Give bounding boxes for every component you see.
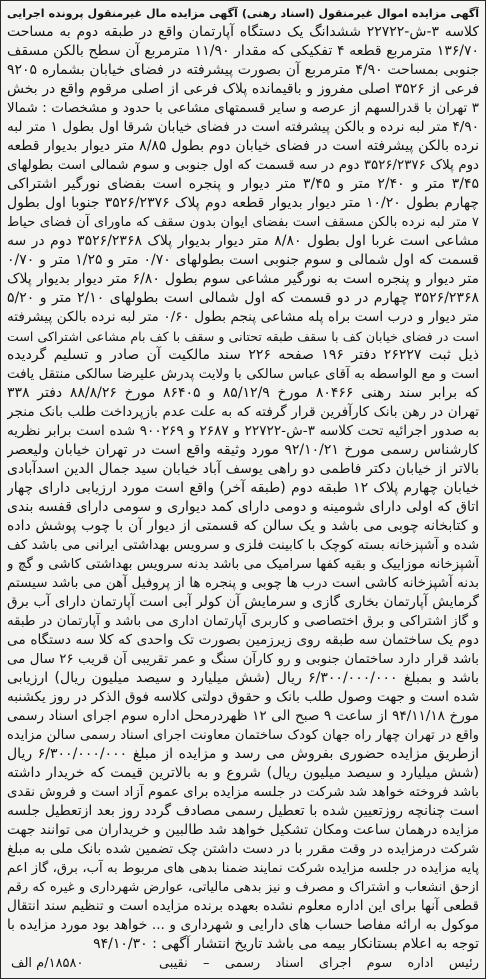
notice-line: جنوبی بمساحت ۴/۹۰ مترمربع آن بصورت پیشرفته در فضای خیابان بشماره ۹۲۰۵ bbox=[7, 62, 479, 78]
notice-line: دوم پلاک ۳۵۲۶/۲۳۷۶ دوم در سه قسمت که اول جنوبی و سوم شمالی است بطولهای bbox=[7, 158, 479, 173]
notice-line: آشپزخانه موزاییک و بقیه کفها سرامیک می باشد بدنه سرویس بهداشتی کاشی و گچ و bbox=[7, 557, 479, 572]
notice-line: ۳/۴۵ متر و ۲/۴۰ متر و ۳/۴۵ متر دیوار و پنجره است بفضای نورگیر اشتراکی bbox=[7, 176, 479, 192]
notice-line: که برابر سند رهنی ۸۰۴۶۶ مورخ ۸۵/۱۲/۹ و ۸۶۴۰۵ مورخ ۸۸/۸/۲۶ دفتر ۳۳۸ bbox=[7, 385, 479, 401]
notice-line: باشد و بمبلغ ۶/۳۰۰/۰۰۰/۰۰۰ ریال (شش میلیارد و سیصد میلیون ریال) ارزیابی bbox=[7, 670, 479, 686]
notice-line: و کتابخانه چوبی می باشد و یک سالن که قسمتی از دیوار آن با چوب پوشش داده bbox=[7, 518, 479, 534]
notice-line: متر دیوار و درب است براه پله مشاعی پنجم بطول ۰/۶۰ متر لبه نرده بالکن پیشرفته bbox=[7, 309, 479, 325]
reference-code: ۱۸۵۸۰/م الف bbox=[11, 956, 84, 971]
notice-line: گرمایش آپارتمان بخاری گازی و سرمایش آن کولر آبی است آپارتمان دارای آب برق bbox=[7, 594, 479, 610]
notice-line: است چنانچه روزتعیین شده با تعطیل رسمی مصادف گردد روز بعد ازتعطیل جلسه bbox=[7, 803, 479, 819]
notice-line: قطعی آنها برای این اداره معلوم نشده بعهده برنده مزایده است و تنظیم سند انتقال bbox=[7, 898, 479, 914]
notice-heading-line: آگهی مزایده اموال غیرمنقول (اسناد رهنی) آگهی مزایده مال غیرمنقول پرونده اجرایی bbox=[7, 7, 479, 20]
signature: رئیس اداره سوم اجرای اسناد رسمی – نقیبی bbox=[159, 956, 479, 971]
notice-line: تهران در رهن بانک کارآفرین قرار گرفته که به علت عدم بازپرداخت طلب بانک منجر bbox=[7, 404, 479, 420]
notice-line: اتاق که اولی دارای شومینه و دومی دارای کمد دیواری و سومی دارای قفسه بندی bbox=[7, 499, 479, 515]
notice-line: شده و آشپزخانه بسته کوچک با کابینت فلزی و سرویس بهداشتی ایرانی می باشد کف bbox=[7, 538, 479, 553]
notice-line: ۷ متر لبه نرده بالکن مسقف است بفضای ایوان بدون سقف که ماورای آن فضای حیاط bbox=[7, 215, 479, 230]
notice-footer bbox=[7, 954, 479, 973]
notice-line: موکول به ارائه مفاصا حساب های دارایی و شهرداری و ... خواهد بود مورد مزایده با bbox=[7, 917, 479, 933]
notice-line: فرعی از ۳۵۲۶ اصلی مفروز و باقیمانده پلاک فرعی از اصلی مرقوم واقع در بخش bbox=[7, 81, 479, 97]
notice-line: (شش میلیارد و سیصد میلیون ریال) شروع و به بالاترین قیمت که خریدار داشته bbox=[7, 765, 479, 781]
notice-line: چهارم بطول ۱۰/۲۰ متر دیوار بدیوار قطعه دوم پلاک ۳۵۲۶/۲۳۷۶ جنوبا اول بطول bbox=[7, 195, 479, 211]
notice-line: و گاز اشتراکی و برق اختصاصی و کاربری آپارتمان اداری می باشد و آپارتمان در طبقه bbox=[7, 614, 479, 629]
notice-line: باشد قرار دارد ساختمان جنوبی و رو کارآن سنگ و عمر تقریبی آن قریب ۲۶ سال می bbox=[7, 652, 479, 667]
notice-line: ذیل ثبت ۲۶۲۲۷ دفتر ۱۹۶ صفحه ۲۲۶ سند مالکیت آن صادر و تسلیم گردیده bbox=[7, 347, 479, 363]
notice-line: پایه مزایده در جلسه مزایده شرکت نمایند ضمنا بدهی های مربوط به آب، برق، گاز اعم bbox=[7, 861, 479, 876]
notice-line: خیابان چهارم پلاک ۱۲ طبقه دوم (طبقه آخر) واقع است مورد ارزیابی دارای چهار bbox=[7, 480, 479, 496]
notice-line: قسمت که اول شمالی و سوم جنوبی است بطولهای ۰/۷۰ متر و ۱/۲۵ متر و ۰/۷۰ bbox=[7, 252, 479, 268]
notice-line: ۱۳۶/۷۰ مترمربع قطعه ۴ تفکیکی که مقدار ۱۱/۹۰ مترمربع آن سطح بالکن مسقف bbox=[7, 43, 479, 59]
notice-line: کارشناس رسمی مورخ ۹۲/۱۰/۲۱ مورد وثیقه واقع است در تهران خیابان ولیعصر bbox=[7, 442, 479, 458]
notice-line: دوم یک ساختمان سه طبقه روی زیرزمین بصورت تک واحدی که کلا سه دستگاه می bbox=[7, 632, 479, 648]
notice-line: مزایده درهمان ساعت ومکان تشکیل خواهد شد طالبین و خریداران می توانند جهت bbox=[7, 822, 479, 838]
publication-date-line: توجه به اعلام بستانکار بیمه می باشد تاریخ انتشار آگهی : ۹۴/۱۰/۳۰ bbox=[93, 936, 479, 952]
notice-line: ازحق انشعاب و اشتراک و مصرف و نیز بدهی مالیاتی، عوارض شهرداری و غیره که رقم bbox=[7, 880, 479, 895]
notice-line: باشد فروخته خواهد شد شرکت در جلسه مزایده برای عموم آزاد است و فروش نقدی bbox=[7, 785, 479, 800]
notice-line: بدنه آشپزخانه کاشی است درب ها چوبی و پنجره ها از پروفیل آهن می باشد سیستم bbox=[7, 575, 479, 591]
notice-line: ۴/۹۰ متر لبه نرده و بالکن پیشرفته است در فضای خیابان شرقا اول بطول ۱ متر لبه bbox=[7, 119, 479, 135]
notice-line: ۳۵۲۶/۲۳۶۸ چهارم در دو قسمت که اول شمالی است بطولهای ۲/۱۰ متر و ۵/۲۰ bbox=[7, 290, 479, 306]
notice-line: کلاسه ۳-ش-۲۲۷۲۲ ششدانگ یک دستگاه آپارتمان واقع در طبقه دوم به مساحت bbox=[7, 24, 479, 40]
notice-line: مورخ ۹۴/۱۱/۱۸ از ساعت ۹ صبح الی ۱۲ ظهردرمحل اداره سوم اجرای اسناد رسمی bbox=[7, 708, 479, 724]
notice-line: است و مع الواسطه به آقای عباس سالکی با ولایت پدرش علیرضا سالکی منتقل یافت bbox=[7, 367, 479, 382]
notice-line: ۳ تهران با قدرالسهم از عرصه و سایر قسمتهای مشاعی با حدود و مشخصات : شمالا bbox=[7, 101, 479, 116]
notice-line: نرده بالکن پیشرفته است در فضای خیابان دوم بطول ۸/۸۵ متر دیوار بدیوار قطعه bbox=[7, 138, 479, 154]
notice-line: است در فضای خیابان کف با سقف طبقه تحتانی و سقف با کف بام مشاعی اشتراکی است bbox=[7, 329, 479, 344]
notice-line: بالاتر از خیابان دکتر فاطمی دو راهی یوسف آباد خیابان سید جمال الدین اسدآبادی bbox=[7, 461, 479, 477]
notice-line: ازطریق مزایده حضوری بفروش می رسد و مزایده از مبلغ ۶/۳۰۰/۰۰۰/۰۰۰ ریال bbox=[7, 746, 479, 762]
notice-line: مشاعی است غربا اول بطول ۸/۸۰ متر دیوار بدیوار پلاک ۳۵۲۶/۲۳۶۸ دوم در سه bbox=[7, 233, 479, 249]
notice-line: شده است و جهت وصول طلب بانک و حقوق دولتی کلاسه فوق الذکر در روز یکشنبه bbox=[7, 689, 479, 705]
notice-line: متر دیوار و پنجره است به نورگیر مشاعی سوم بطول ۶/۸۰ متر دیوار بدیوار پلاک bbox=[7, 271, 479, 287]
notice-line: شرکت درمزایده در وقت مقرر با در دست داشتن چک تضمین شده بانک ملی به مبلغ bbox=[7, 841, 479, 857]
notice-line: واقع در تهران چهار راه جهان کودک ساختمان معاونت اجرای اسناد رسمی سالن مزایده bbox=[7, 728, 479, 743]
notice-line: به صدور اجرائیه تحت کلاسه ۳-ش-۲۲۷۲۲ و ۲۶۸۷ و ۹۰۰۲۶۹ شده است برابر نظریه bbox=[7, 423, 479, 439]
